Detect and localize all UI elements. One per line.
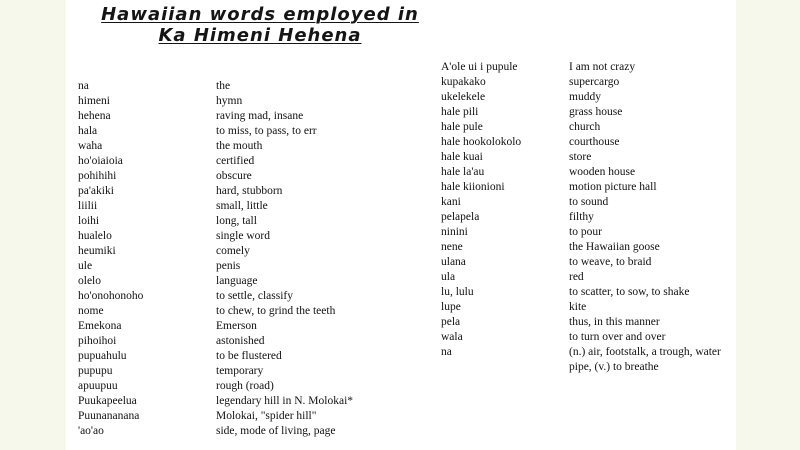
document-title-line-2: Ka Himeni Hehena xyxy=(158,25,362,46)
hawaiian-term: hale pili xyxy=(441,106,479,118)
hawaiian-term: lu, lulu xyxy=(441,286,474,298)
glossary-entry xyxy=(441,255,736,270)
glossary-entry xyxy=(78,139,368,154)
english-definition: certified xyxy=(216,155,255,167)
english-definition: to turn over and over xyxy=(569,331,666,343)
glossary-entry xyxy=(441,165,736,180)
hawaiian-term: 'ao'ao xyxy=(78,425,104,437)
english-definition: long, tall xyxy=(216,215,257,227)
hawaiian-term: hale hookolokolo xyxy=(441,136,522,148)
english-definition: grass house xyxy=(569,106,623,118)
hawaiian-term: pohihihi xyxy=(78,170,117,182)
hawaiian-term: Puukapeelua xyxy=(78,395,137,407)
glossary-entry xyxy=(441,240,736,255)
english-definition: to miss, to pass, to err xyxy=(216,125,317,137)
hawaiian-term: lupe xyxy=(441,301,461,313)
hawaiian-term: na xyxy=(441,346,452,358)
glossary-entry xyxy=(78,199,368,214)
hawaiian-term: kupakako xyxy=(441,76,486,88)
english-definition: wooden house xyxy=(569,166,636,178)
english-definition: to sound xyxy=(569,196,609,208)
glossary-right-column xyxy=(441,60,736,375)
glossary-entry xyxy=(78,334,368,349)
english-definition: church xyxy=(569,121,601,133)
glossary-entry xyxy=(78,409,368,424)
glossary-entry xyxy=(78,109,368,124)
glossary-entry xyxy=(78,379,368,394)
english-definition: I am not crazy xyxy=(569,61,636,73)
hawaiian-term: wala xyxy=(441,331,463,343)
glossary-entry xyxy=(78,229,368,244)
hawaiian-term: pa'akiki xyxy=(78,185,114,197)
english-definition: astonished xyxy=(216,335,265,347)
glossary-entry xyxy=(441,315,736,330)
glossary-entry xyxy=(78,79,368,94)
document-title-line-1: Hawaiian words employed in xyxy=(101,4,419,25)
glossary-entry xyxy=(78,124,368,139)
english-definition: side, mode of living, page xyxy=(216,425,336,437)
english-definition: comely xyxy=(216,245,250,257)
english-definition: to pour xyxy=(569,226,602,238)
document-page xyxy=(66,0,736,450)
english-definition: thus, in this manner xyxy=(569,316,660,328)
hawaiian-term: ula xyxy=(441,271,456,283)
english-definition: the Hawaiian goose xyxy=(569,241,660,253)
hawaiian-term: himeni xyxy=(78,95,110,107)
glossary-entry xyxy=(441,195,736,210)
hawaiian-term: Emekona xyxy=(78,320,122,332)
glossary-entry xyxy=(441,210,736,225)
english-definition: the xyxy=(216,80,231,92)
hawaiian-term: pihoihoi xyxy=(78,335,117,347)
glossary-entry xyxy=(78,259,368,274)
glossary-entry xyxy=(441,150,736,165)
english-definition: to weave, to braid xyxy=(569,256,652,268)
glossary-entry xyxy=(441,180,736,195)
english-definition: raving mad, insane xyxy=(216,110,304,122)
glossary-entry xyxy=(441,60,736,75)
hawaiian-term: ho'onohonoho xyxy=(78,290,144,302)
glossary-entry xyxy=(78,319,368,334)
hawaiian-term: hale pule xyxy=(441,121,483,133)
english-definition: Emerson xyxy=(216,320,257,332)
hawaiian-term: ule xyxy=(78,260,93,272)
english-definition: to be flustered xyxy=(216,350,282,362)
english-definition: temporary xyxy=(216,365,264,377)
glossary-entry xyxy=(441,90,736,105)
english-definition: legendary hill in N. Molokai* xyxy=(216,395,354,407)
english-definition: rough (road) xyxy=(216,380,274,392)
hawaiian-term: A'ole ui i pupule xyxy=(441,61,518,73)
hawaiian-term: ninini xyxy=(441,226,468,238)
hawaiian-term: hale la'au xyxy=(441,166,485,178)
hawaiian-term: apuupuu xyxy=(78,380,118,392)
english-definition: the mouth xyxy=(216,140,263,152)
hawaiian-term: olelo xyxy=(78,275,101,287)
english-definition: filthy xyxy=(569,211,594,223)
english-definition: red xyxy=(569,271,584,283)
hawaiian-term: hualelo xyxy=(78,230,112,242)
english-definition: store xyxy=(569,151,592,163)
glossary-entry xyxy=(441,105,736,120)
glossary-entry xyxy=(441,285,736,300)
glossary-entry xyxy=(441,330,736,345)
english-definition: kite xyxy=(569,301,587,313)
hawaiian-term: pelapela xyxy=(441,211,480,223)
glossary-entry xyxy=(441,345,736,375)
english-definition: motion picture hall xyxy=(569,181,657,193)
hawaiian-term: waha xyxy=(78,140,103,152)
glossary-entry xyxy=(78,244,368,259)
glossary-entry xyxy=(78,184,368,199)
glossary-entry xyxy=(78,304,368,319)
glossary-entry xyxy=(78,364,368,379)
hawaiian-term: nene xyxy=(441,241,463,253)
english-definition: (n.) air, footstalk, a trough, water pipe, (v.) to breathe xyxy=(569,346,721,373)
hawaiian-term: loihi xyxy=(78,215,100,227)
hawaiian-term: hehena xyxy=(78,110,111,122)
hawaiian-term: kani xyxy=(441,196,461,208)
glossary-entry xyxy=(78,214,368,229)
glossary-entry xyxy=(441,225,736,240)
glossary-entry xyxy=(441,120,736,135)
glossary-entry xyxy=(441,135,736,150)
hawaiian-term: ho'oiaioia xyxy=(78,155,123,167)
english-definition: Molokai, "spider hill" xyxy=(216,410,317,422)
hawaiian-term: Puunananana xyxy=(78,410,140,422)
glossary-entry xyxy=(78,274,368,289)
glossary-entry xyxy=(78,169,368,184)
glossary-entry xyxy=(441,270,736,285)
english-definition: to chew, to grind the teeth xyxy=(216,305,336,317)
english-definition: penis xyxy=(216,260,241,272)
glossary-entry xyxy=(78,394,368,409)
english-definition: single word xyxy=(216,230,270,242)
hawaiian-term: nome xyxy=(78,305,104,317)
hawaiian-term: pupupu xyxy=(78,365,113,377)
english-definition: supercargo xyxy=(569,76,620,88)
glossary-left-column xyxy=(78,79,368,439)
glossary-entry xyxy=(441,300,736,315)
hawaiian-term: ukelekele xyxy=(441,91,486,103)
hawaiian-term: hale kuai xyxy=(441,151,483,163)
glossary-entry xyxy=(78,349,368,364)
english-definition: hymn xyxy=(216,95,243,107)
hawaiian-term: pupuahulu xyxy=(78,350,127,362)
english-definition: obscure xyxy=(216,170,252,182)
hawaiian-term: liilii xyxy=(78,200,98,212)
english-definition: muddy xyxy=(569,91,601,103)
english-definition: language xyxy=(216,275,258,287)
glossary-entry xyxy=(78,154,368,169)
glossary-entry xyxy=(441,75,736,90)
english-definition: small, little xyxy=(216,200,268,212)
english-definition: to scatter, to sow, to shake xyxy=(569,286,690,298)
hawaiian-term: hala xyxy=(78,125,98,137)
english-definition: hard, stubborn xyxy=(216,185,283,197)
hawaiian-term: pela xyxy=(441,316,461,328)
english-definition: courthouse xyxy=(569,136,620,148)
hawaiian-term: ulana xyxy=(441,256,466,268)
hawaiian-term: na xyxy=(78,80,89,92)
hawaiian-term: heumiki xyxy=(78,245,116,257)
glossary-entry xyxy=(78,424,368,439)
english-definition: to settle, classify xyxy=(216,290,293,302)
glossary-entry xyxy=(78,289,368,304)
hawaiian-term: hale kiionioni xyxy=(441,181,505,193)
glossary-entry xyxy=(78,94,368,109)
